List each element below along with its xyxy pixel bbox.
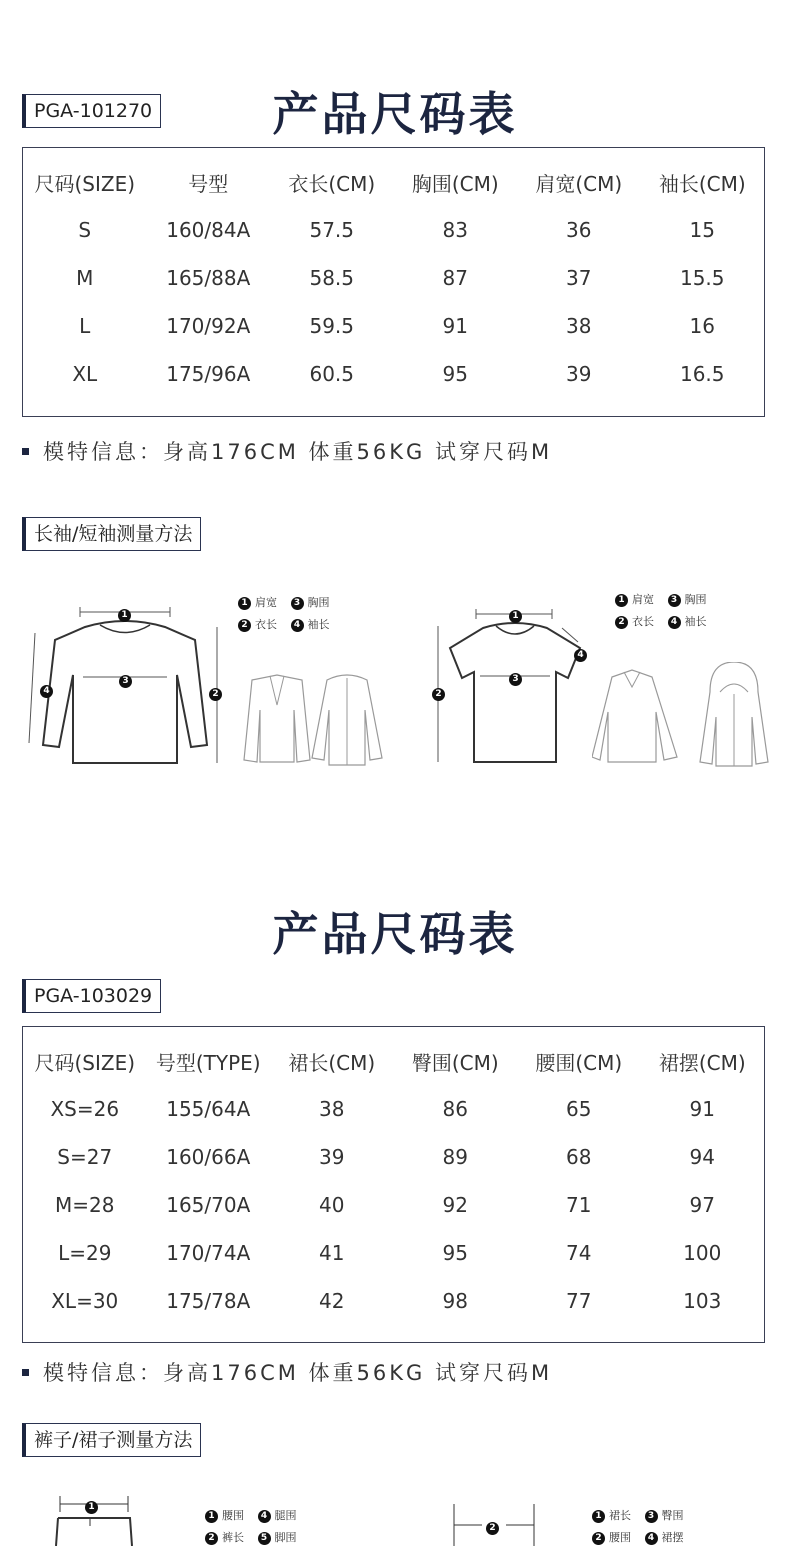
model-info-2 (22, 1357, 552, 1387)
table-cell: L (79, 314, 91, 338)
table-row (23, 1229, 764, 1277)
table-cell: 170/74A (166, 1241, 251, 1265)
table-cell: 100 (683, 1241, 722, 1265)
marker-sleeve: 4 (574, 645, 591, 664)
table-row (23, 1277, 764, 1325)
header-hip: 臀围(CM) (411, 1050, 499, 1075)
table-cell: 39 (319, 1145, 345, 1169)
header-type: 号型(TYPE) (155, 1050, 261, 1075)
table-cell: XL=30 (51, 1289, 119, 1313)
model-info-1 (22, 436, 552, 466)
table-cell: 68 (566, 1145, 592, 1169)
legend-row: 1 腰围 4 腿围 (205, 1505, 307, 1527)
model-info-text: 模特信息：身高176CM 体重56KG 试穿尺码M (43, 1361, 553, 1385)
table-cell: 86 (442, 1097, 468, 1121)
legend-row: 2 衣长 4 袖长 (615, 611, 717, 633)
table-cell: XL (72, 362, 98, 386)
table-cell: 83 (442, 218, 468, 242)
table-cell: S=27 (57, 1145, 113, 1169)
table-cell: 38 (319, 1097, 345, 1121)
table-cell: 16.5 (679, 362, 725, 386)
table-row (23, 1085, 764, 1133)
table-cell: 89 (442, 1145, 468, 1169)
table-cell: 160/84A (166, 218, 251, 242)
table-cell: 98 (442, 1289, 468, 1313)
table-cell: 91 (442, 314, 468, 338)
table-row (23, 1181, 764, 1229)
table-cell: 74 (566, 1241, 592, 1265)
blazer-and-jacket-icon (232, 670, 392, 770)
table-cell: 165/70A (166, 1193, 251, 1217)
legend-1 (238, 592, 340, 636)
table-cell: 165/88A (166, 266, 251, 290)
marker-length: 2 (209, 684, 226, 703)
marker-chest: 3 (509, 669, 526, 688)
table-cell: 91 (689, 1097, 715, 1121)
size-table-1 (22, 147, 765, 417)
table-cell: M (76, 266, 94, 290)
legend-row: 2 裤长 5 脚围 (205, 1527, 307, 1549)
bullet-square-icon (22, 1369, 29, 1376)
marker-shoulder: 1 (118, 605, 135, 624)
table-cell: 160/66A (166, 1145, 251, 1169)
header-sleeve: 袖长(CM) (658, 171, 746, 196)
table-cell: 103 (683, 1289, 722, 1313)
product-code-tag-1: PGA-101270 (22, 94, 161, 128)
header-length: 衣长(CM) (288, 171, 376, 196)
header-skirt-length: 裙长(CM) (288, 1050, 376, 1075)
table-cell: 15.5 (679, 266, 725, 290)
table-cell: 71 (566, 1193, 592, 1217)
size-chart-title-1: 产品尺码表 (272, 87, 518, 141)
table-cell: 36 (566, 218, 592, 242)
model-info-text: 模特信息：身高176CM 体重56KG 试穿尺码M (43, 440, 553, 464)
marker-waist: 1 (85, 1497, 102, 1516)
table-cell: 95 (442, 362, 468, 386)
header-size: 尺码(SIZE) (34, 1050, 136, 1075)
table-cell: 15 (689, 218, 715, 242)
table-cell: 87 (442, 266, 468, 290)
legend-row: 2 衣长 4 袖长 (238, 614, 340, 636)
table-cell: L=29 (58, 1241, 112, 1265)
table-cell: 42 (319, 1289, 345, 1313)
header-hem: 裙摆(CM) (658, 1050, 746, 1075)
table-cell: 175/96A (166, 362, 251, 386)
marker-chest: 3 (119, 671, 136, 690)
table-row (23, 206, 764, 254)
table-cell: 57.5 (309, 218, 355, 242)
table-cell: 38 (566, 314, 592, 338)
table-cell: 94 (689, 1145, 715, 1169)
marker-waist: 2 (486, 1518, 503, 1537)
table-header-row (23, 158, 764, 206)
table-cell: 60.5 (309, 362, 355, 386)
table-cell: 59.5 (309, 314, 355, 338)
table-header-row (23, 1037, 764, 1085)
table-cell: 16 (689, 314, 715, 338)
legend-row: 1 肩宽 3 胸围 (615, 589, 717, 611)
table-row (23, 350, 764, 398)
legend-row: 2 腰围 4 裙摆 (592, 1527, 694, 1549)
table-cell: 95 (442, 1241, 468, 1265)
table-cell: 97 (689, 1193, 715, 1217)
table-cell: 155/64A (166, 1097, 251, 1121)
shirt-and-hoodie-icon (592, 662, 772, 770)
method-title-1: 长袖/短袖测量方法 (22, 517, 201, 551)
method-title-2: 裤子/裙子测量方法 (22, 1423, 201, 1457)
table-cell: XS=26 (50, 1097, 120, 1121)
skirt-legend (592, 1505, 694, 1549)
table-cell: S (78, 218, 92, 242)
table-row (23, 1133, 764, 1181)
header-chest: 胸围(CM) (411, 171, 499, 196)
product-code-tag-2: PGA-103029 (22, 979, 161, 1013)
legend-row: 1 裙长 3 臀围 (592, 1505, 694, 1527)
size-chart-title-2: 产品尺码表 (272, 907, 518, 961)
legend-row: 1 肩宽 3 胸围 (238, 592, 340, 614)
table-row (23, 302, 764, 350)
bullet-square-icon (22, 448, 29, 455)
marker-shoulder: 1 (509, 606, 526, 625)
header-size: 尺码(SIZE) (34, 171, 136, 196)
table-cell: 40 (319, 1193, 345, 1217)
table-cell: 41 (319, 1241, 345, 1265)
table-cell: 175/78A (166, 1289, 251, 1313)
table-cell: 92 (442, 1193, 468, 1217)
marker-length: 2 (432, 684, 449, 703)
table-cell: 37 (566, 266, 592, 290)
header-type: 号型 (188, 171, 229, 196)
table-cell: 77 (566, 1289, 592, 1313)
table-cell: 58.5 (309, 266, 355, 290)
marker-sleeve: 4 (40, 681, 57, 700)
legend-2 (615, 589, 717, 633)
header-waist: 腰围(CM) (535, 1050, 623, 1075)
table-cell: M=28 (55, 1193, 115, 1217)
table-cell: 170/92A (166, 314, 251, 338)
header-shoulder: 肩宽(CM) (535, 171, 623, 196)
table-cell: 39 (566, 362, 592, 386)
table-row (23, 254, 764, 302)
table-cell: 65 (566, 1097, 592, 1121)
pants-legend (205, 1505, 307, 1549)
size-table-2 (22, 1026, 765, 1343)
